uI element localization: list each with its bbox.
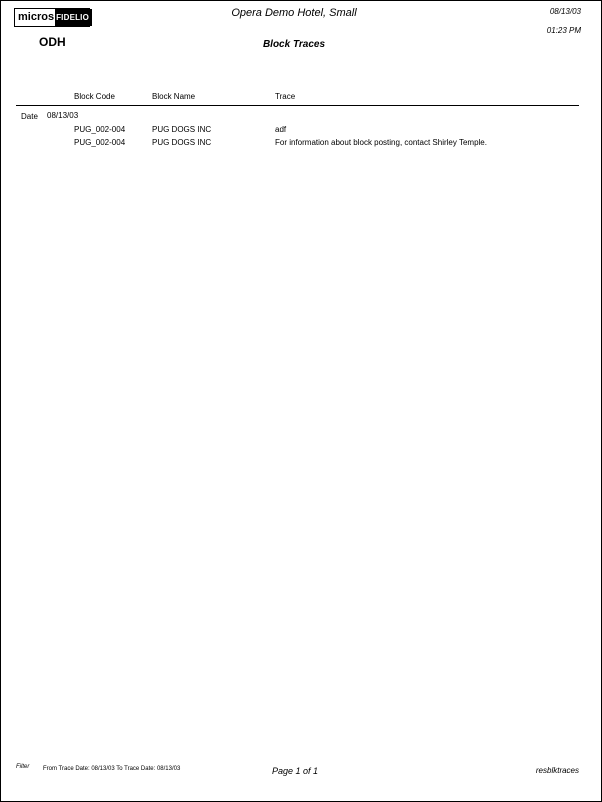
footer-filter-label: Filter — [16, 764, 30, 770]
report-title: Block Traces — [262, 39, 326, 50]
cell-block-code: PUG_002-004 — [74, 138, 126, 147]
property-code: ODH — [39, 35, 66, 49]
footer-filter-text: From Trace Date: 08/13/03 To Trace Date: 08/13/03 — [43, 766, 181, 772]
report-time: 01:23 PM — [546, 26, 581, 35]
cell-trace: For information about block posting, contact Shirley Temple. — [275, 138, 487, 147]
hotel-name: Opera Demo Hotel, Small — [231, 7, 357, 19]
logo-micros-text: micros — [15, 9, 55, 26]
group-label-date: Date — [21, 112, 38, 121]
page-number: Page 1 of 1 — [271, 766, 319, 776]
report-date: 08/13/03 — [549, 7, 581, 16]
cell-block-name: PUG DOGS INC — [152, 138, 212, 147]
column-header-block-name: Block Name — [152, 92, 196, 101]
column-header-block-code: Block Code — [74, 92, 115, 101]
header-divider — [16, 105, 579, 106]
cell-trace: adf — [275, 125, 287, 134]
group-value-date: 08/13/03 — [47, 111, 79, 120]
cell-block-name: PUG DOGS INC — [152, 125, 212, 134]
report-file-name: resblktraces — [535, 766, 579, 775]
cell-block-code: PUG_002-004 — [74, 125, 126, 134]
column-header-trace: Trace — [275, 92, 296, 101]
logo-fidelio-text: FIDELIO — [55, 9, 92, 26]
